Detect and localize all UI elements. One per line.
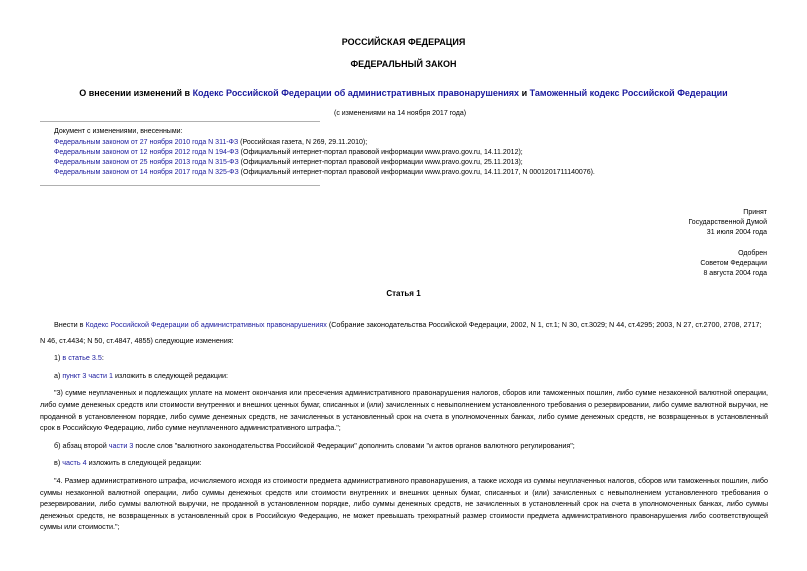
list-item [54, 148, 774, 157]
law-title [0, 88, 807, 98]
title-link-customs-code[interactable]: Таможенный кодекс Российской Федерации [529, 88, 728, 98]
subitem-b [40, 440, 768, 452]
quote-part-4: "4. Размер административного штрафа, исчисляемого исходя из стоимости предмета административного правонарушения, а также исходя из суммы неуплаченных налогов, сборов или таможенных пошлин, либо суммы незаконной валютной операции, либо суммы денежных средств или стоимости внутренних и внешних ценных бумаг, списанных и (или) зачисленных с невыполнением установленного требования о резервировании, либо суммы валютной выручки, не проданной в установленном порядке, либо суммы денежных средств, не зачисленных в установленный срок на счета в уполномоченных банках, либо суммы денежных средств, не возвращенных в установленный срок в Российскую Федерацию, не может превышать трехкратный размер стоимости предмета административного правонарушения либо соответствующей суммы или стоимости."; [40, 475, 768, 532]
intro-sources: (Собрание законодательства Российской Федерации, 2002, N 1, ст.1; N 30, ст.3029; N 44, ст.4295; 2003, N 27, ст.2700, 2708, 2717; [326, 320, 762, 329]
article-body [40, 319, 768, 533]
subitem-v [40, 457, 768, 469]
item-1-num: 1) [54, 353, 63, 363]
title-prefix: О внесении изменений в [79, 88, 193, 98]
subitem-b-label: б) абзац второй [54, 440, 109, 450]
part-3-link[interactable]: части 3 [108, 440, 134, 450]
duma-name: Государственной Думой [688, 219, 767, 226]
country-heading: РОССИЙСКАЯ ФЕДЕРАЦИЯ [341, 37, 466, 47]
amendment-source: (Официальный интернет-портал правовой информации www.pravo.gov.ru, 14.11.2017, N 0001201711140076). [238, 169, 595, 176]
paragraph-intro [40, 319, 768, 331]
duma-date: 31 июля 2004 года [706, 229, 767, 236]
point-3-part-1-link[interactable]: пункт 3 части 1 [62, 370, 113, 380]
amendments-list [54, 127, 774, 177]
divider-bottom [40, 185, 320, 186]
subitem-a [40, 370, 768, 382]
list-item [54, 138, 774, 147]
subitem-v-label: в) [54, 458, 63, 468]
subitem-v-text: изложить в следующей редакции: [86, 458, 202, 468]
amendment-link-2013[interactable]: Федеральным законом от 25 ноября 2013 года N 315-ФЗ [54, 159, 239, 166]
amendment-link-2017[interactable]: Федеральным законом от 14 ноября 2017 года N 325-ФЗ [54, 169, 239, 176]
list-item [54, 168, 774, 177]
amendment-link-2010[interactable]: Федеральным законом от 27 ноября 2010 года N 311-ФЗ [54, 139, 239, 146]
item-1-colon: : [101, 353, 104, 363]
amendment-source: (Российская газета, N 269, 29.11.2010); [238, 139, 368, 146]
title-link-koap[interactable]: Кодекс Российской Федерации об административных правонарушениях [192, 88, 520, 98]
amendment-link-2012[interactable]: Федеральным законом от 12 ноября 2012 года N 194-ФЗ [54, 149, 239, 156]
doc-type-heading: ФЕДЕРАЛЬНЫЙ ЗАКОН [350, 59, 457, 69]
list-item [54, 158, 774, 167]
duma-adoption [688, 208, 767, 238]
duma-adopted-label: Принят [743, 209, 767, 216]
title-and: и [519, 88, 530, 98]
council-approved-label: Одобрен [738, 250, 767, 257]
quote-point-3: "3) сумме неуплаченных и подлежащих уплате на момент окончания или пресечения административного правонарушения налогов, сборов или таможенных пошлин, либо сумме незаконной валютной операции, либо сумме денежных средств или стоимости внутренних и внешних ценных бумаг, списанных и (или) зачисленных с невыполнением установленного требования о резервировании, либо сумме валютной выручки, не проданной в установленном порядке, либо сумме денежных средств, не зачисленных в установленный срок на счета в уполномоченных банках, либо сумме денежных средств, не возвращенных в установленный срок в Российскую Федерацию, либо сумме неуплаченного административного штрафа."; [40, 388, 768, 433]
subitem-a-label: а) [54, 370, 63, 380]
part-4-link[interactable]: часть 4 [62, 458, 87, 468]
intro-text: Внести в [54, 320, 86, 329]
article-title: Статья 1 [386, 289, 421, 298]
divider-top [40, 121, 320, 122]
council-approval [700, 249, 767, 279]
amended-note: (с изменениями на 14 ноября 2017 года) [334, 110, 467, 117]
amendment-source: (Официальный интернет-портал правовой информации www.pravo.gov.ru, 25.11.2013); [238, 159, 523, 166]
intro-sources-cont: N 46, ст.4434; N 50, ст.4847, 4855) следующие изменения: [40, 335, 234, 345]
council-date: 8 августа 2004 года [703, 270, 767, 277]
council-name: Советом Федерации [700, 260, 767, 267]
subitem-b-text: после слов "валютного законодательства Российской Федерации" дополнить словами "и актов органов валютного регулирования"; [133, 440, 575, 450]
amendment-source: (Официальный интернет-портал правовой информации www.pravo.gov.ru, 14.11.2012); [238, 149, 523, 156]
article-3-5-link[interactable]: в статье 3.5 [62, 353, 102, 363]
koap-link[interactable]: Кодекс Российской Федерации об административных правонарушениях [85, 320, 327, 329]
amendments-intro: Документ с изменениями, внесенными: [54, 128, 183, 135]
item-1 [40, 352, 768, 364]
subitem-a-text: изложить в следующей редакции: [113, 370, 229, 380]
